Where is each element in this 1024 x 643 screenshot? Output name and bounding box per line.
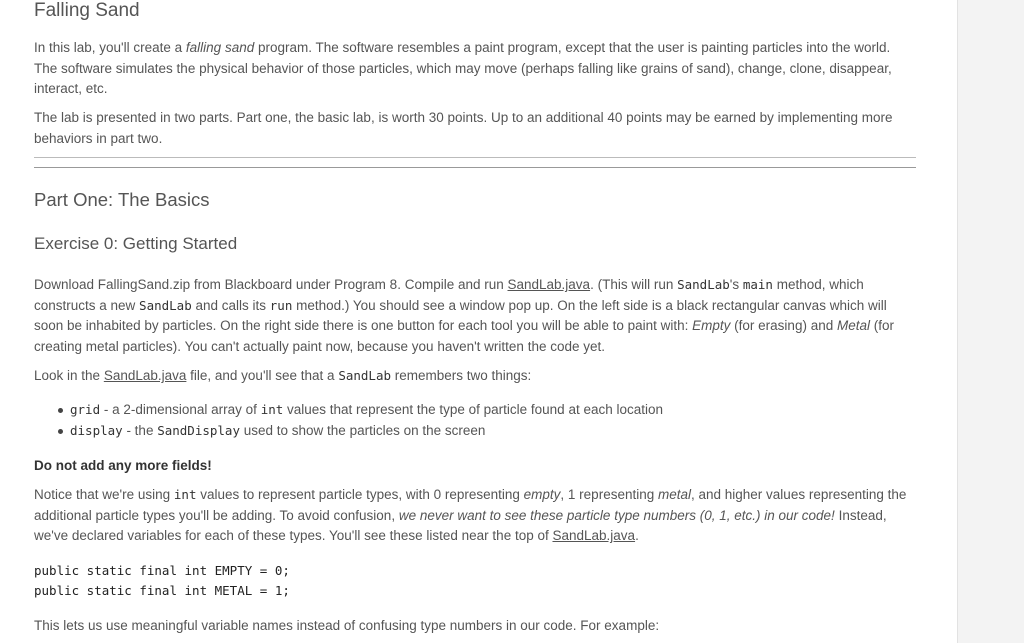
text: . bbox=[635, 528, 639, 543]
emphasis: empty bbox=[523, 487, 561, 502]
exercise-paragraph-3 bbox=[34, 485, 916, 547]
text: (for erasing) and bbox=[730, 318, 837, 333]
text: Notice that we're using bbox=[34, 487, 174, 502]
text: . (This will run bbox=[590, 277, 678, 292]
emphasis: falling sand bbox=[185, 40, 255, 55]
inline-code: display bbox=[70, 422, 123, 438]
text: program. The software resembles a paint program, except that the user is painting particles into the world. The software simulates the physical behavior of those particles, which may move (perhaps falling like grains of sand), change, clone, disappear, interact, etc. bbox=[34, 40, 892, 96]
exercise-paragraph-4: This lets us use meaningful variable names instead of confusing type numbers in our code. For example: bbox=[34, 618, 660, 633]
code-block bbox=[34, 561, 916, 601]
warning-text: Do not add any more fields! bbox=[34, 458, 212, 473]
inline-code: grid bbox=[70, 402, 101, 417]
inline-code: SandLab bbox=[338, 368, 391, 383]
section-heading-part-one: Part One: The Basics bbox=[34, 189, 210, 210]
emphasis: Empty bbox=[692, 318, 731, 333]
text: Instead, we've declared variables for each of these types. You'll see these listed near the top of bbox=[34, 507, 887, 543]
sandlab-link[interactable]: SandLab.java bbox=[507, 277, 591, 292]
exercise-heading: Exercise 0: Getting Started bbox=[34, 234, 238, 253]
inline-code: main bbox=[742, 277, 773, 292]
inline-code: int bbox=[260, 402, 284, 417]
exercise-paragraph-1 bbox=[34, 275, 916, 357]
inline-code: run bbox=[269, 297, 293, 313]
code-line: public static final int METAL = 1; bbox=[34, 583, 290, 598]
emphasis: Metal bbox=[836, 318, 870, 333]
text: - a 2-dimensional array of bbox=[100, 402, 261, 417]
page-title: Falling Sand bbox=[34, 0, 140, 21]
text: - the bbox=[122, 422, 158, 438]
text: In this lab, you'll create a bbox=[34, 40, 186, 55]
text: values that represent the type of particle found at each location bbox=[283, 402, 664, 417]
text: remembers two things: bbox=[391, 368, 532, 383]
fields-list bbox=[34, 400, 916, 441]
text: and calls its bbox=[191, 297, 270, 313]
intro-paragraph-2: The lab is presented in two parts. Part one, the basic lab, is worth 30 points. Up to an additional 40 points may be earned by implementing more behaviors in part two. bbox=[34, 110, 893, 146]
text: file, and you'll see that a bbox=[186, 368, 339, 383]
text: Download FallingSand.zip from Blackboard under Program 8. Compile and run bbox=[34, 277, 508, 292]
inline-code: SandLab bbox=[139, 297, 192, 313]
text: Look in the bbox=[34, 368, 104, 383]
text: , and higher values representing the additional particle types you'll be adding. To avoid confusion, bbox=[34, 487, 907, 523]
sandlab-link[interactable]: SandLab.java bbox=[552, 528, 636, 543]
inline-code: SandLab bbox=[677, 277, 730, 292]
list-item bbox=[34, 421, 916, 442]
text: , 1 representing bbox=[560, 487, 658, 502]
text: (for creating metal particles). You can't actually paint now, because you haven't written the code yet. bbox=[34, 318, 895, 354]
divider bbox=[34, 157, 916, 158]
text: method, which constructs a new bbox=[34, 277, 864, 313]
text: 's bbox=[729, 277, 743, 292]
emphasis: we never want to see these particle type numbers (0, 1, etc.) in our code! bbox=[398, 507, 835, 523]
divider bbox=[34, 167, 916, 168]
exercise-paragraph-2 bbox=[34, 366, 916, 387]
inline-code: int bbox=[173, 487, 197, 502]
intro-paragraph-1 bbox=[34, 38, 916, 100]
sandlab-link[interactable]: SandLab.java bbox=[103, 368, 187, 383]
emphasis: metal bbox=[657, 487, 691, 502]
list-item bbox=[34, 400, 916, 421]
text: used to show the particles on the screen bbox=[240, 422, 486, 438]
code-line: public static final int EMPTY = 0; bbox=[34, 563, 290, 578]
inline-code: SandDisplay bbox=[157, 422, 240, 438]
right-sidebar bbox=[957, 0, 1024, 643]
text: values to represent particle types, with 0 representing bbox=[196, 487, 524, 502]
text: method.) You should see a window pop up. On the left side is a black rectangular canvas which will soon be inhabited by particles. On the right side there is one button for each tool you will be able to paint with: bbox=[34, 297, 887, 333]
